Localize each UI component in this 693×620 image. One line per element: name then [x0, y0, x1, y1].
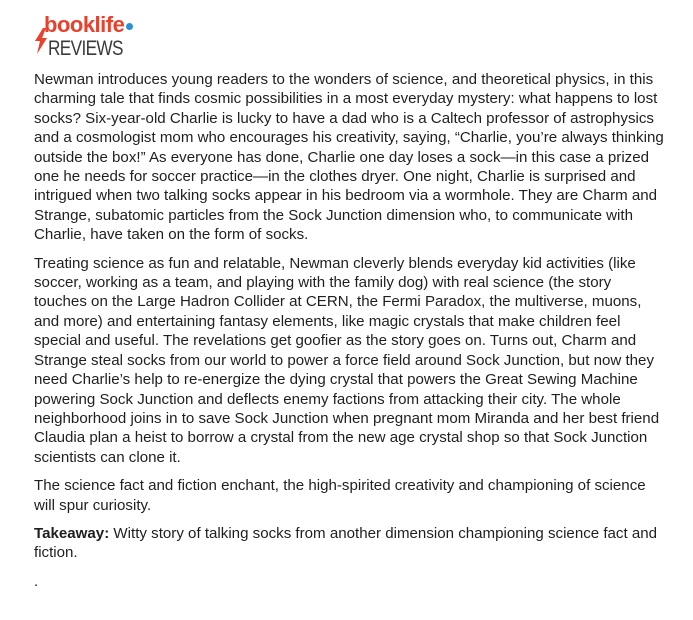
logo-dot-icon: [126, 23, 133, 30]
booklife-reviews-logo: [34, 12, 144, 72]
logo-subtext: REVIEWS: [48, 37, 123, 60]
review-body: [34, 70, 664, 600]
takeaway-text: Witty story of talking socks from another dimension championing science fact and fiction.: [34, 524, 658, 562]
logo-brand: [44, 12, 133, 38]
takeaway-label: Takeaway:: [34, 524, 110, 542]
review-paragraph-1: Newman introduces young readers to the wonders of science, and theoretical physics, in this charming tale that finds cosmic possibilities in a most everyday mystery: what happens to lost socks? Six-year-old Charlie is lucky to have a dad who is a Caltech professor of astrophysics and a cosmologist mom who encourages his creativity, saying, “Charlie, you’re always thinking outside the box!” As everyone has done, Charlie one day loses a sock—in this case a prized one he needs for soccer practice—in the clothes dryer. One night, Charlie is surprised and intrigued when two talking socks appear in his bedroom via a wormhole. They are Charm and Strange, subatomic particles from the Sock Junction dimension who, to communicate with Charlie, have taken on the form of socks.: [34, 71, 664, 244]
trailing-dot: .: [34, 572, 39, 590]
logo-brand-text: booklife: [44, 12, 125, 37]
review-paragraph-3: The science fact and fiction enchant, the high-spirited creativity and championing of science will spur curiosity.: [34, 477, 646, 514]
takeaway: [34, 524, 664, 563]
review-paragraph-2: Treating science as fun and relatable, Newman cleverly blends everyday kid activities (like soccer, working as a team, and playing with the family dog) with real science (the story touches on the Large Hadron Collider at CERN, the Fermi Paradox, the multiverse, muons, and more) and entertaining fantasy elements, like magic crystals that make children feel special and useful. The revelations get goofier as the story goes on. Turns out, Charm and Strange steal socks from our world to power a force field around Sock Junction, but now they need Charlie’s help to re-energize the dying crystal that powers the Great Sewing Machine powering Sock Junction and deflects enemy factions from attacking their city. The whole neighborhood joins in to save Sock Junction when pregnant mom Miranda and her best friend Claudia plan a heist to borrow a crystal from the new age crystal shop so that Sock Junction scientists can clone it.: [34, 254, 660, 466]
